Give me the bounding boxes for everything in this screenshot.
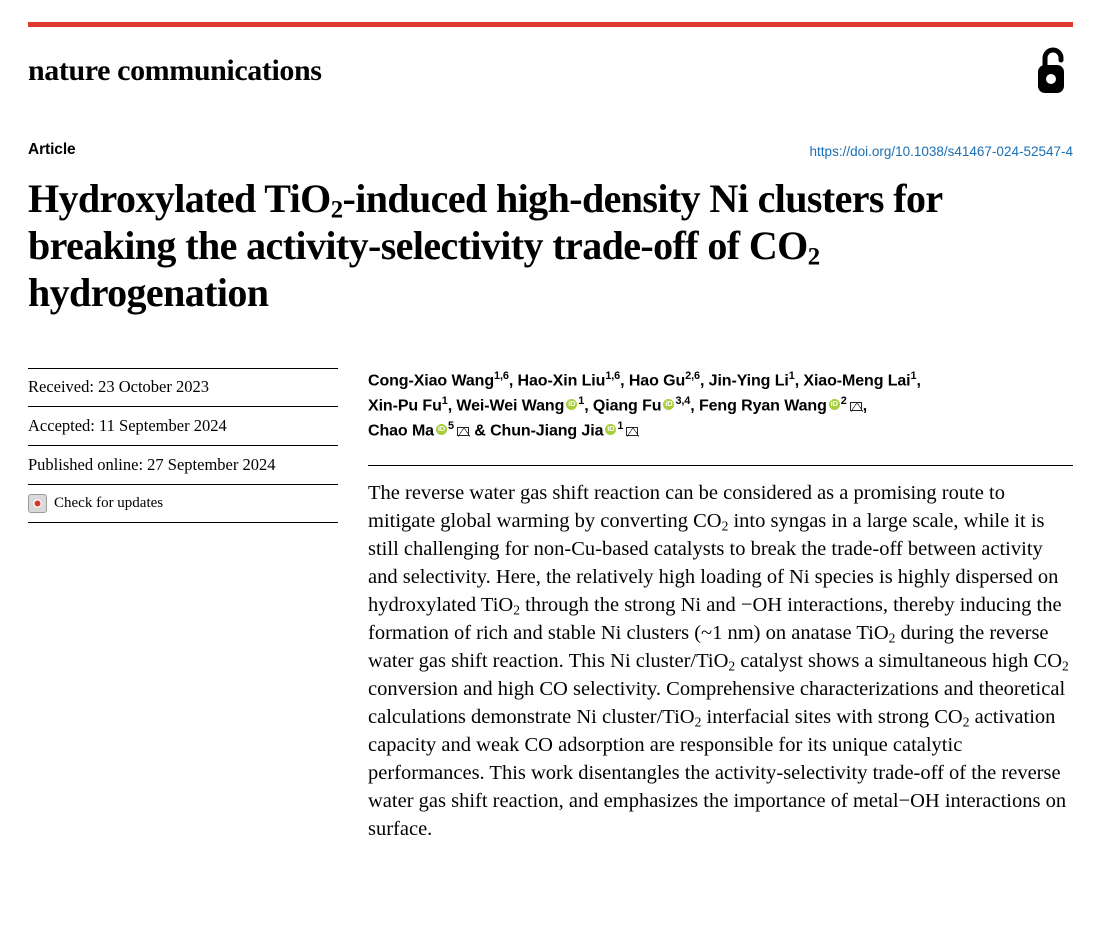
- author-affiliation-sup: 1: [910, 370, 917, 383]
- abstract-seg: The reverse water gas shift reaction can be considered as a promising route to mitigate global warming by converting CO: [368, 482, 1005, 533]
- abstract-seg: activation capacity and weak CO adsorption are responsible for its unique catalytic performances. This work disentangles the activity-selectivity trade-off of the reverse water gas shift reaction, and emphasizes the importance of metal−OH interactions on surface.: [368, 705, 1067, 840]
- article-header-line: [28, 141, 1073, 165]
- author-name: & Chun-Jiang Jia: [474, 422, 604, 440]
- author-affiliation-sup: 1: [788, 370, 795, 383]
- check-for-updates-label: Check for updates: [54, 495, 164, 512]
- abstract-seg: through the strong Ni and −OH interactions, thereby inducing the formation of rich and stable Ni clusters (~1 nm) on anatase TiO: [368, 594, 1062, 645]
- author-separator: ,: [916, 372, 921, 390]
- author-name: , Jin-Ying Li: [699, 372, 789, 390]
- abstract-seg: interfacial sites with strong CO: [701, 705, 963, 728]
- orcid-icon[interactable]: [605, 424, 616, 435]
- title-line3-a: trade-off of CO: [552, 223, 808, 269]
- orcid-icon[interactable]: [663, 399, 674, 410]
- title-line3-b: hydrogenation: [28, 270, 269, 316]
- top-accent-rule: [28, 22, 1073, 27]
- author-affiliation-sup: 2: [840, 395, 847, 408]
- abstract-sub: 2: [728, 658, 736, 674]
- title-line1-b: -induced high-density Ni: [342, 176, 749, 221]
- author-name: Cong-Xiao Wang: [368, 372, 494, 390]
- author-name: , Wei-Wei Wang: [447, 397, 565, 415]
- authors-divider: [368, 465, 1073, 466]
- abstract-sub: 2: [513, 602, 520, 618]
- author-line-2: [368, 393, 1073, 418]
- published-date: Published online: 27 September 2024: [28, 446, 338, 485]
- abstract-text: [368, 480, 1073, 844]
- author-name: , Feng Ryan Wang: [690, 397, 827, 415]
- author-affiliation-sup: 2,6: [685, 370, 700, 383]
- masthead: [28, 45, 1073, 97]
- author-affiliation-sup: 1: [617, 420, 624, 433]
- article-body: [28, 368, 1073, 844]
- article-type-label: Article: [28, 141, 76, 158]
- abstract-sub: 2: [1062, 658, 1069, 674]
- author-separator: ,: [862, 397, 868, 415]
- author-line-1: [368, 368, 1073, 393]
- received-date: Received: 23 October 2023: [28, 368, 338, 407]
- author-name: Xin-Pu Fu: [368, 397, 442, 415]
- orcid-icon[interactable]: [436, 424, 447, 435]
- orcid-icon[interactable]: [566, 399, 577, 410]
- abstract-seg: conversion and high CO selectivity. Comprehensive characterizations and theoretical calculations demonstrate Ni cluster/TiO: [368, 678, 1066, 728]
- author-name: , Hao-Xin Liu: [508, 372, 606, 390]
- abstract-sub: 2: [962, 714, 970, 730]
- author-name: , Xiao-Meng Lai: [794, 372, 911, 390]
- abstract-sub: 2: [721, 518, 729, 534]
- metadata-column: [28, 368, 358, 844]
- author-name: , Hao Gu: [620, 372, 686, 390]
- author-affiliation-sup: 1,6: [494, 370, 509, 383]
- orcid-icon[interactable]: [829, 399, 840, 410]
- page-title: [28, 177, 1043, 316]
- author-affiliation-sup: 1: [578, 395, 585, 408]
- author-affiliation-sup: 3,4: [675, 395, 691, 408]
- email-icon[interactable]: [457, 427, 469, 436]
- author-affiliation-sup: 1: [441, 395, 448, 408]
- abstract-seg: during the reverse water gas shift reaction. This Ni cluster/TiO: [368, 622, 1049, 673]
- content-column: [358, 368, 1073, 844]
- email-icon[interactable]: [626, 427, 638, 436]
- abstract-seg: catalyst shows a simultaneous high CO: [735, 650, 1063, 673]
- article-page: [0, 22, 1101, 950]
- author-name: Chao Ma: [368, 422, 434, 440]
- crossmark-icon: [28, 494, 47, 513]
- title-line1-a: Hydroxylated TiO: [28, 176, 331, 221]
- author-line-3: [368, 418, 1073, 443]
- title-line1-sub: 2: [330, 196, 343, 224]
- author-name: , Qiang Fu: [584, 397, 662, 415]
- abstract-sub: 2: [694, 714, 702, 730]
- abstract-sub: 2: [888, 630, 896, 646]
- open-access-lock-icon: [1033, 45, 1073, 97]
- journal-title: nature communications: [28, 54, 322, 87]
- email-icon[interactable]: [850, 402, 862, 411]
- abstract-seg: into syngas in a large scale, while it is still challenging for non-Cu-based catalysts to break the trade-off between activity and selectivity. Here, the relatively high loading of Ni species is highly dispersed on hydroxylated TiO: [368, 510, 1059, 617]
- author-affiliation-sup: 1,6: [605, 370, 621, 383]
- title-line2: clusters for breaking the activity-selectivity: [28, 176, 942, 269]
- doi-link[interactable]: https://doi.org/10.1038/s41467-024-52547-4: [809, 144, 1073, 159]
- author-affiliation-sup: 5: [447, 420, 454, 433]
- check-for-updates[interactable]: [28, 485, 338, 523]
- author-list: [368, 368, 1073, 443]
- accepted-date: Accepted: 11 September 2024: [28, 407, 338, 446]
- title-line3-sub: 2: [807, 243, 820, 271]
